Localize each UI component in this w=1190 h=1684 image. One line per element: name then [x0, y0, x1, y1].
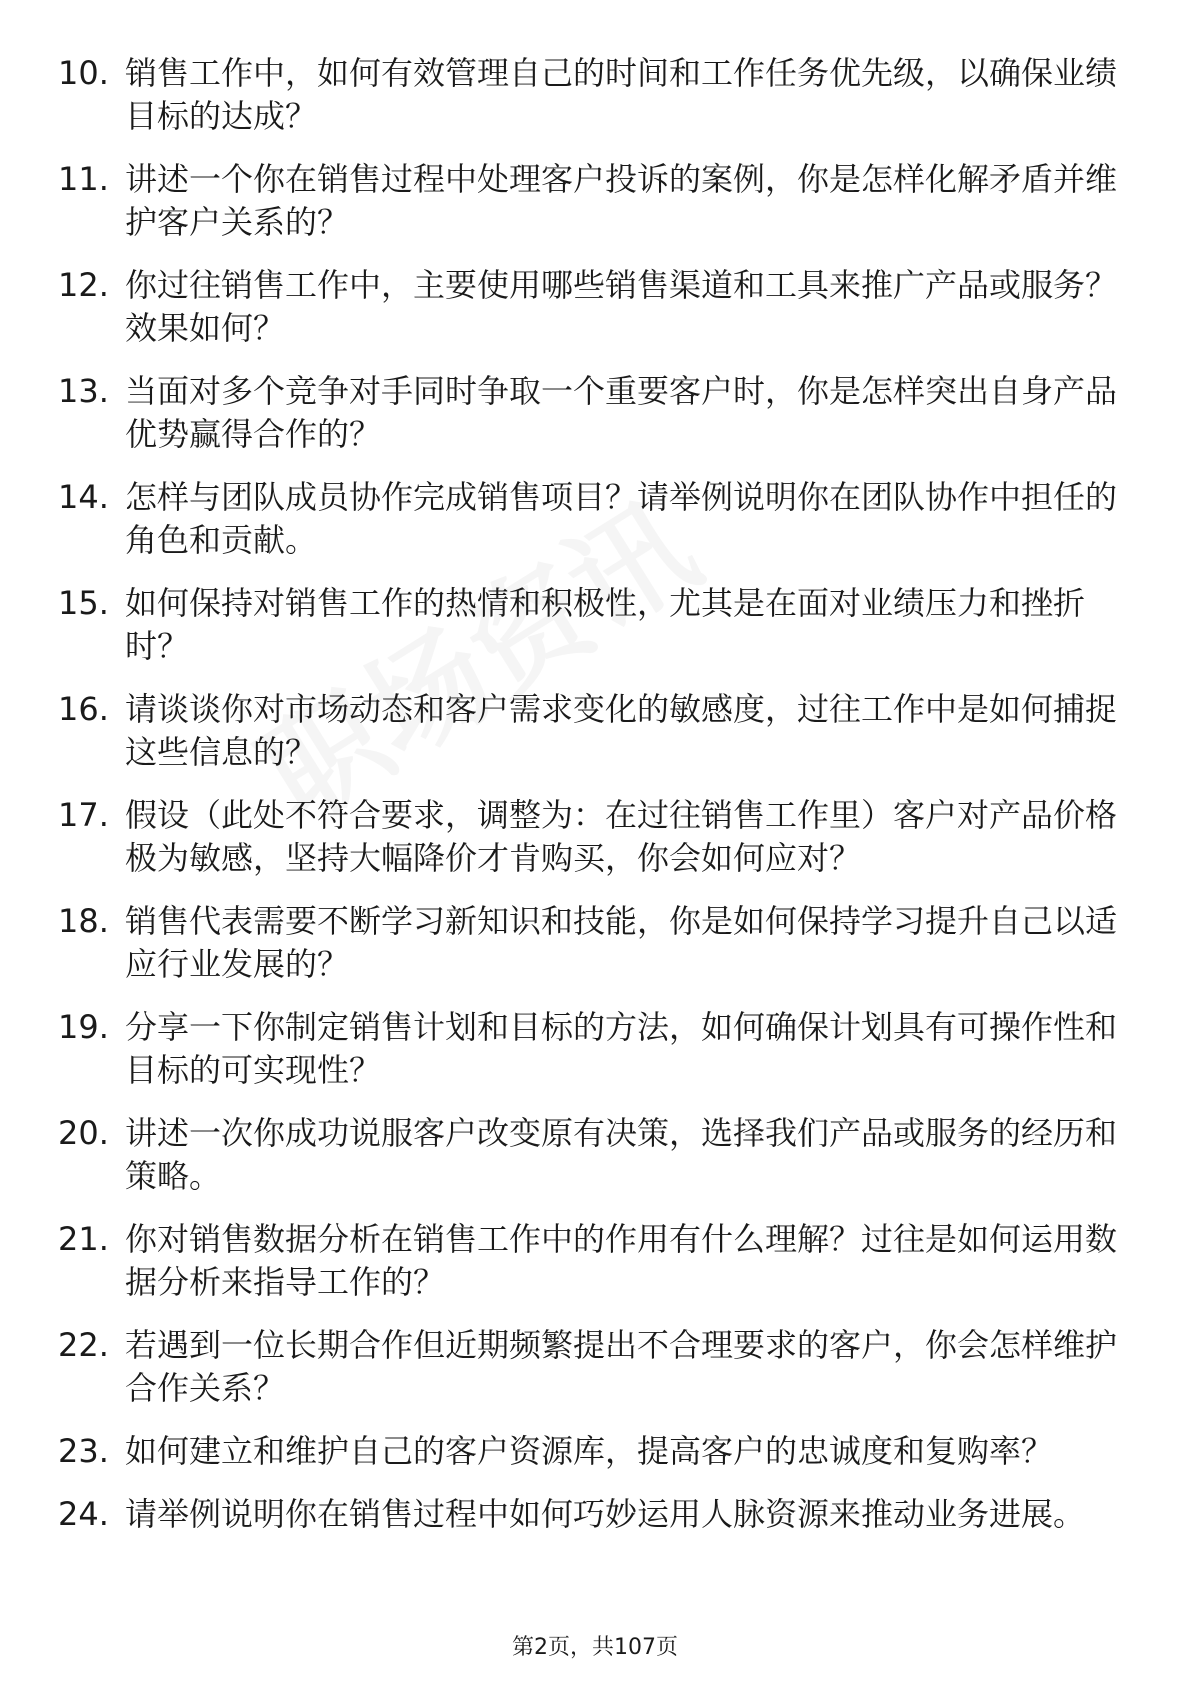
question-text: 请谈谈你对市场动态和客户需求变化的敏感度，过往工作中是如何捕捉这些信息的？ [125, 690, 1118, 771]
list-item [58, 476, 1118, 562]
question-text: 你过往销售工作中，主要使用哪些销售渠道和工具来推广产品或服务？效果如何？ [125, 266, 1118, 347]
question-text: 销售代表需要不断学习新知识和技能，你是如何保持学习提升自己以适应行业发展的？ [125, 902, 1118, 983]
question-number: 23. [58, 1432, 109, 1470]
question-text: 若遇到一位长期合作但近期频繁提出不合理要求的客户，你会怎样维护合作关系？ [125, 1326, 1118, 1407]
list-item [58, 1006, 1118, 1092]
question-number: 16. [58, 690, 109, 728]
question-text: 假设（此处不符合要求，调整为：在过往销售工作里）客户对产品价格极为敏感，坚持大幅降价才肯购买，你会如何应对？ [125, 796, 1118, 877]
question-list [58, 52, 1118, 1556]
question-number: 22. [58, 1326, 109, 1364]
question-number: 19. [58, 1008, 109, 1046]
list-item [58, 1430, 1118, 1473]
question-number: 18. [58, 902, 109, 940]
list-item [58, 582, 1118, 668]
question-number: 17. [58, 796, 109, 834]
question-text: 分享一下你制定销售计划和目标的方法，如何确保计划具有可操作性和目标的可实现性？ [125, 1008, 1118, 1089]
question-number: 21. [58, 1220, 109, 1258]
question-number: 12. [58, 266, 109, 304]
question-number: 15. [58, 584, 109, 622]
list-item [58, 1493, 1118, 1536]
list-item [58, 264, 1118, 350]
list-item [58, 52, 1118, 138]
question-number: 11. [58, 160, 109, 198]
question-text: 请举例说明你在销售过程中如何巧妙运用人脉资源来推动业务进展。 [125, 1495, 1086, 1533]
list-item [58, 158, 1118, 244]
list-item [58, 688, 1118, 774]
question-number: 20. [58, 1114, 109, 1152]
question-text: 如何建立和维护自己的客户资源库，提高客户的忠诚度和复购率？ [125, 1432, 1054, 1470]
question-text: 如何保持对销售工作的热情和积极性，尤其是在面对业绩压力和挫折时？ [125, 584, 1086, 665]
list-item [58, 1324, 1118, 1410]
question-number: 13. [58, 372, 109, 410]
question-text: 怎样与团队成员协作完成销售项目？请举例说明你在团队协作中担任的角色和贡献。 [125, 478, 1118, 559]
list-item [58, 900, 1118, 986]
question-text: 讲述一个你在销售过程中处理客户投诉的案例，你是怎样化解矛盾并维护客户关系的？ [125, 160, 1118, 241]
question-number: 24. [58, 1495, 109, 1533]
question-number: 10. [58, 54, 109, 92]
page-footer: 第2页，共107页 [512, 1635, 678, 1660]
question-number: 14. [58, 478, 109, 516]
list-item [58, 1218, 1118, 1304]
list-item [58, 794, 1118, 880]
list-item [58, 370, 1118, 456]
question-text: 你对销售数据分析在销售工作中的作用有什么理解？过往是如何运用数据分析来指导工作的？ [125, 1220, 1118, 1301]
question-text: 销售工作中，如何有效管理自己的时间和工作任务优先级，以确保业绩目标的达成？ [125, 54, 1118, 135]
list-item [58, 1112, 1118, 1198]
question-text: 讲述一次你成功说服客户改变原有决策，选择我们产品或服务的经历和策略。 [125, 1114, 1118, 1195]
question-text: 当面对多个竞争对手同时争取一个重要客户时，你是怎样突出自身产品优势赢得合作的？ [125, 372, 1118, 453]
